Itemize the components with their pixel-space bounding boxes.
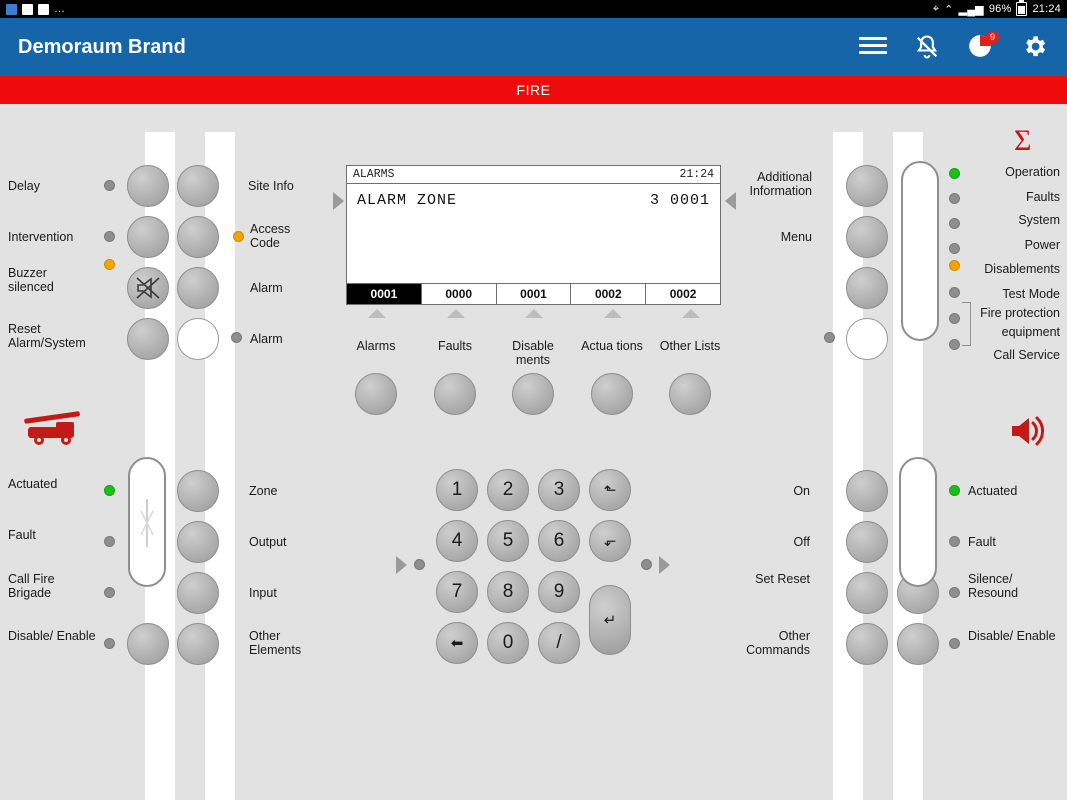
led-keypad-right bbox=[641, 559, 652, 570]
lcd-line-right: 3 0001 bbox=[649, 192, 710, 209]
label-call-fire-brigade: Call Fire Brigade bbox=[8, 572, 55, 600]
label-delay: Delay bbox=[8, 179, 40, 193]
signal-icon: ▂▄▆ bbox=[958, 3, 984, 16]
bell-off-icon[interactable] bbox=[913, 33, 941, 61]
led-delay bbox=[104, 180, 115, 191]
key-2[interactable]: 2 bbox=[487, 469, 529, 511]
key-arrow-up[interactable]: ⬑ bbox=[589, 469, 631, 511]
label-zone: Zone bbox=[249, 484, 278, 498]
notification-badge: 9 bbox=[986, 31, 999, 44]
button-delay[interactable] bbox=[127, 165, 169, 207]
button-on[interactable] bbox=[846, 470, 888, 512]
sounder-icon bbox=[1008, 412, 1046, 450]
key-6[interactable]: 6 bbox=[538, 520, 580, 562]
app-bar bbox=[0, 18, 1067, 76]
arrow-up-disablements-icon bbox=[525, 309, 543, 318]
lcd-line-left: ALARM ZONE bbox=[357, 192, 458, 209]
lcd-tab-alarms[interactable]: 0001 bbox=[347, 284, 422, 304]
label-alarms: Alarms bbox=[356, 339, 396, 353]
led-keypad-left bbox=[414, 559, 425, 570]
lcd-display bbox=[346, 165, 721, 305]
label-test-mode: Test Mode bbox=[1002, 287, 1060, 301]
button-list-disablements[interactable] bbox=[512, 373, 554, 415]
page-title: Demoraum Brand bbox=[18, 35, 186, 58]
button-other-commands[interactable] bbox=[846, 623, 888, 665]
notification-icon[interactable] bbox=[967, 33, 995, 61]
label-reset-alarm-system: Reset Alarm/System bbox=[8, 322, 86, 350]
button-alarm-1[interactable] bbox=[177, 267, 219, 309]
key-3[interactable]: 3 bbox=[538, 469, 580, 511]
label-fault-left: Fault bbox=[8, 528, 36, 542]
label-other-commands: Other Commands bbox=[746, 629, 810, 657]
status-clock: 21:24 bbox=[1032, 3, 1061, 15]
led-right-white bbox=[824, 332, 835, 343]
led-intervention bbox=[104, 231, 115, 242]
led-call-fire-brigade bbox=[104, 587, 115, 598]
label-access-code: Access Code bbox=[250, 222, 291, 250]
settings-icon[interactable] bbox=[1021, 33, 1049, 61]
arrow-up-actuations-icon bbox=[604, 309, 622, 318]
label-other-elements: Other Elements bbox=[249, 629, 302, 657]
key-arrow-down[interactable]: ⬐ bbox=[589, 520, 631, 562]
label-output: Output bbox=[249, 535, 287, 549]
button-disable-enable-left[interactable] bbox=[127, 623, 169, 665]
led-silence-resound bbox=[949, 587, 960, 598]
location-icon: ⌖ bbox=[932, 2, 940, 15]
key-slash[interactable]: / bbox=[538, 622, 580, 664]
battery-icon bbox=[1016, 2, 1027, 16]
button-off[interactable] bbox=[846, 521, 888, 563]
label-faults: Faults bbox=[437, 339, 473, 353]
arrow-up-alarms-icon bbox=[368, 309, 386, 318]
label-actuated-right: Actuated bbox=[968, 484, 1018, 498]
label-alarm-1: Alarm bbox=[250, 281, 283, 295]
label-intervention: Intervention bbox=[8, 230, 74, 244]
button-list-other-lists[interactable] bbox=[669, 373, 711, 415]
label-operation: Operation bbox=[1005, 165, 1060, 179]
key-0[interactable]: 0 bbox=[487, 622, 529, 664]
led-disable-enable-left bbox=[104, 638, 115, 649]
label-fire-protection: Fire protection bbox=[980, 306, 1060, 320]
menu-icon[interactable] bbox=[859, 33, 887, 61]
button-site-info[interactable] bbox=[177, 165, 219, 207]
lcd-tab-disablements[interactable]: 0001 bbox=[497, 284, 572, 304]
label-buzzer-silenced: Buzzer silenced bbox=[8, 266, 54, 294]
key-backspace[interactable]: ⬅ bbox=[436, 622, 478, 664]
wifi-icon: ⌃ bbox=[944, 3, 954, 16]
key-9[interactable]: 9 bbox=[538, 571, 580, 613]
label-alarm-2: Alarm bbox=[250, 332, 283, 346]
lcd-header-left: ALARMS bbox=[353, 168, 395, 181]
label-disablements: Disable ments bbox=[512, 339, 554, 367]
led-access-code bbox=[233, 231, 244, 242]
led-buzzer-silenced bbox=[104, 259, 115, 270]
button-input[interactable] bbox=[177, 572, 219, 614]
button-list-actuations[interactable] bbox=[591, 373, 633, 415]
bracket-fire-protection bbox=[962, 302, 971, 346]
button-zone[interactable] bbox=[177, 470, 219, 512]
image-icon bbox=[22, 4, 33, 15]
button-intervention[interactable] bbox=[127, 216, 169, 258]
label-site-info: Site Info bbox=[248, 179, 294, 193]
more-icon: … bbox=[54, 3, 66, 15]
keyswitch-slot-right-bottom[interactable] bbox=[899, 457, 937, 587]
label-on: On bbox=[793, 484, 810, 498]
button-output[interactable] bbox=[177, 521, 219, 563]
key-7[interactable]: 7 bbox=[436, 571, 478, 613]
android-status-bar bbox=[0, 0, 1067, 18]
button-buzzer-silence[interactable] bbox=[127, 267, 169, 309]
button-list-faults[interactable] bbox=[434, 373, 476, 415]
label-disablements: Disablements bbox=[984, 262, 1060, 276]
button-additional-information[interactable] bbox=[846, 165, 888, 207]
button-disable-enable-right[interactable] bbox=[897, 623, 939, 665]
label-menu: Menu bbox=[780, 230, 812, 244]
lcd-tab-other-lists[interactable]: 0002 bbox=[646, 284, 720, 304]
arrow-keypad-left-icon bbox=[396, 556, 407, 574]
key-5[interactable]: 5 bbox=[487, 520, 529, 562]
label-silence-resound: Silence/ Resound bbox=[968, 572, 1019, 600]
label-other-lists: Other Lists bbox=[659, 339, 721, 353]
label-equipment: equipment bbox=[1001, 325, 1060, 339]
lcd-tab-actuations[interactable]: 0002 bbox=[571, 284, 646, 304]
button-reset-alarm-system[interactable] bbox=[127, 318, 169, 360]
label-faults-right: Faults bbox=[1025, 190, 1060, 204]
led-disable-enable-right bbox=[949, 638, 960, 649]
key-enter[interactable]: ↵ bbox=[589, 585, 631, 655]
button-list-alarms[interactable] bbox=[355, 373, 397, 415]
label-disable-enable-left: Disable/ Enable bbox=[8, 629, 96, 643]
label-additional-information: Additional Information bbox=[749, 170, 812, 198]
label-fault-right: Fault bbox=[968, 535, 996, 549]
app-icon bbox=[6, 4, 17, 15]
download-icon bbox=[38, 4, 49, 15]
label-call-service: Call Service bbox=[993, 348, 1060, 362]
led-fault-left bbox=[104, 536, 115, 547]
keyswitch-slot-left[interactable] bbox=[128, 457, 166, 587]
arrow-left-group-right-icon bbox=[333, 192, 344, 210]
arrow-keypad-right-icon bbox=[659, 556, 670, 574]
lcd-tab-faults[interactable]: 0000 bbox=[422, 284, 497, 304]
key-8[interactable]: 8 bbox=[487, 571, 529, 613]
label-disable-enable-right: Disable/ Enable bbox=[968, 629, 1056, 643]
button-set-reset[interactable] bbox=[846, 572, 888, 614]
button-right-extra[interactable] bbox=[846, 267, 888, 309]
button-alarm-2[interactable] bbox=[177, 318, 219, 360]
led-actuated-right bbox=[949, 485, 960, 496]
fire-panel-surface bbox=[0, 124, 1067, 800]
label-off: Off bbox=[793, 535, 810, 549]
arrow-up-other-lists-icon bbox=[682, 309, 700, 318]
button-access-code[interactable] bbox=[177, 216, 219, 258]
label-actuated-left: Actuated bbox=[8, 477, 58, 491]
led-actuated-left bbox=[104, 485, 115, 496]
led-alarm-2 bbox=[231, 332, 242, 343]
arrow-lcd-right-icon bbox=[725, 192, 736, 210]
label-set-reset: Set Reset bbox=[755, 572, 810, 586]
key-4[interactable]: 4 bbox=[436, 520, 478, 562]
led-fault-right bbox=[949, 536, 960, 547]
button-right-white[interactable] bbox=[846, 318, 888, 360]
label-actuations: Actua tions bbox=[581, 339, 643, 353]
arrow-up-faults-icon bbox=[447, 309, 465, 318]
label-power: Power bbox=[1024, 238, 1060, 252]
button-other-elements[interactable] bbox=[177, 623, 219, 665]
button-menu[interactable] bbox=[846, 216, 888, 258]
sum-icon: Σ bbox=[1014, 124, 1032, 157]
key-1[interactable]: 1 bbox=[436, 469, 478, 511]
battery-percent: 96% bbox=[988, 3, 1012, 15]
fire-banner: FIRE bbox=[0, 76, 1067, 104]
label-input: Input bbox=[249, 586, 277, 600]
fire-truck-icon bbox=[22, 407, 92, 447]
lcd-header-right: 21:24 bbox=[679, 168, 714, 181]
label-system: System bbox=[1018, 213, 1060, 227]
